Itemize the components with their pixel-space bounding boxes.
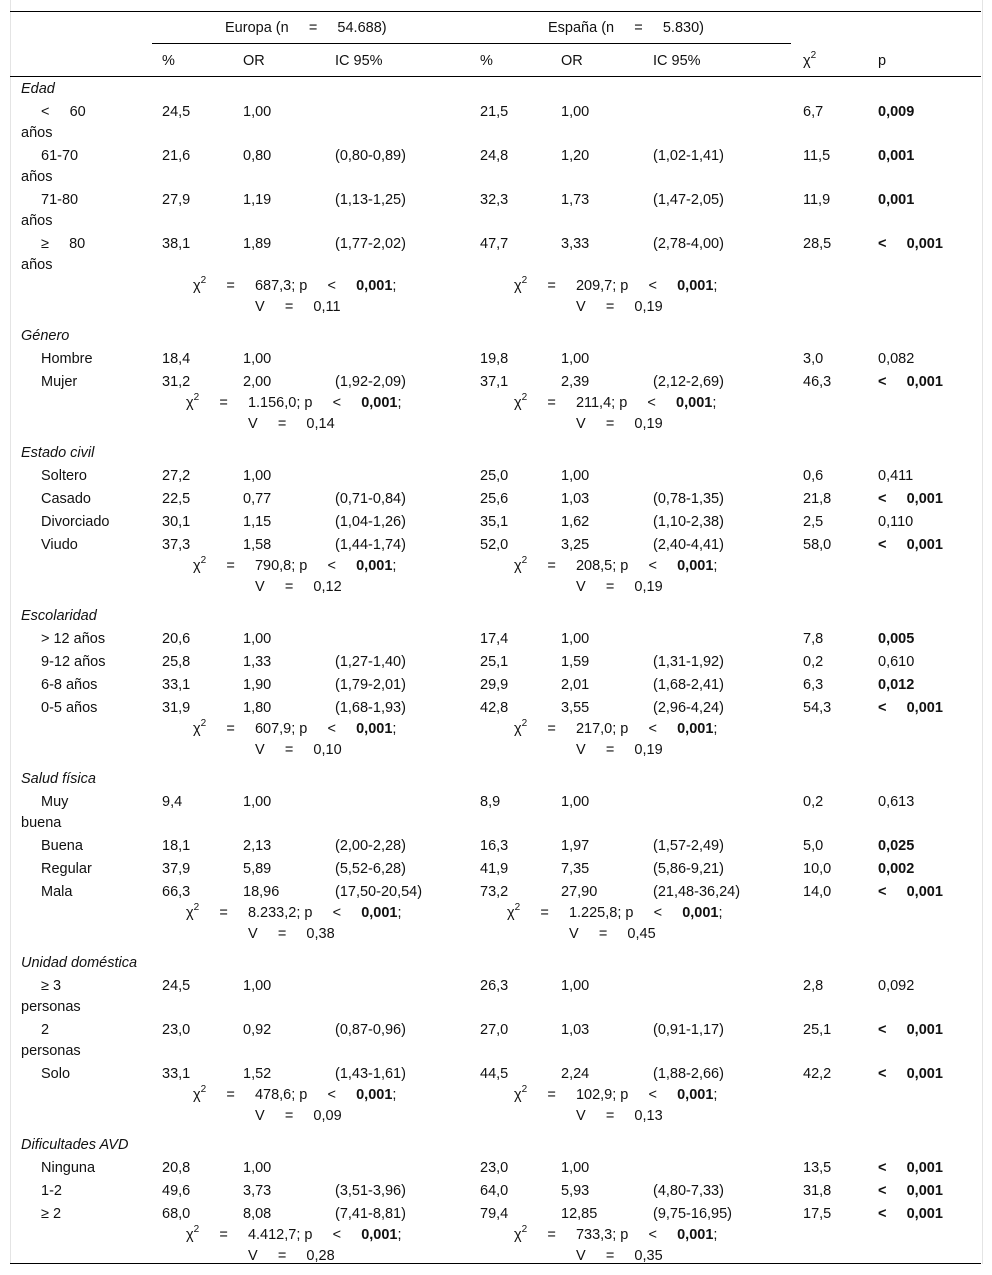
row-label: Solo [41, 1066, 71, 1082]
cell-eu-ic: (1,13-1,25) [335, 192, 406, 208]
cell-eu-or: 18,96 [243, 884, 280, 900]
cell-es-or: 3,55 [561, 700, 590, 716]
cell-p: < 0,001 [878, 1066, 943, 1082]
cell-es-ic: (2,12-2,69) [653, 374, 724, 390]
cell-chi2: 25,1 [803, 1022, 832, 1038]
cell-eu-pct: 49,6 [162, 1183, 191, 1199]
cell-es-pct: 26,3 [480, 978, 509, 994]
cell-eu-pct: 24,5 [162, 104, 191, 120]
cell-chi2: 21,8 [803, 491, 832, 507]
cell-eu-or: 2,13 [243, 838, 272, 854]
espana-group-header: España (n = 5.830) [548, 20, 704, 36]
section-title: Salud física [21, 771, 96, 787]
cell-es-pct: 52,0 [480, 537, 509, 553]
es-stat-summary: $\chi^2$ = 733,3; p < 0,001; [514, 1224, 718, 1243]
cell-chi2: 5,0 [803, 838, 824, 854]
cell-es-ic: (1,02-1,41) [653, 148, 724, 164]
cell-eu-ic: (2,00-2,28) [335, 838, 406, 854]
cell-eu-pct: 9,4 [162, 794, 183, 810]
cell-eu-pct: 31,2 [162, 374, 191, 390]
cell-es-or: 1,73 [561, 192, 590, 208]
cell-p: < 0,001 [878, 1022, 943, 1038]
col-header-es-or: OR [561, 53, 583, 69]
cell-eu-pct: 22,5 [162, 491, 191, 507]
chi-symbol: χ [186, 395, 194, 411]
cell-es-pct: 19,8 [480, 351, 509, 367]
cell-es-pct: 29,9 [480, 677, 509, 693]
cell-es-or: 1,00 [561, 1160, 590, 1176]
row-label: > 12 años [41, 631, 106, 647]
cell-es-pct: 25,0 [480, 468, 509, 484]
cell-eu-pct: 20,8 [162, 1160, 191, 1176]
cell-eu-ic: (1,79-2,01) [335, 677, 406, 693]
cell-p: 0,009 [878, 104, 915, 120]
cell-es-ic: (1,47-2,05) [653, 192, 724, 208]
cell-eu-or: 0,80 [243, 148, 272, 164]
cell-eu-pct: 20,6 [162, 631, 191, 647]
cell-eu-pct: 68,0 [162, 1206, 191, 1222]
cell-es-pct: 16,3 [480, 838, 509, 854]
cell-es-pct: 25,1 [480, 654, 509, 670]
eu-stat-summary: $\chi^2$ = 790,8; p < 0,001; [193, 555, 397, 574]
cell-eu-pct: 23,0 [162, 1022, 191, 1038]
eu-stat-summary-v: V = 0,38 [248, 926, 335, 942]
eu-stat-summary-v: V = 0,14 [248, 416, 335, 432]
cell-p: 0,610 [878, 654, 915, 670]
cell-chi2: 6,7 [803, 104, 824, 120]
es-stat-summary-v: V = 0,19 [576, 742, 663, 758]
cell-es-pct: 21,5 [480, 104, 509, 120]
cell-chi2: 58,0 [803, 537, 832, 553]
cell-eu-or: 5,89 [243, 861, 272, 877]
cell-eu-pct: 37,3 [162, 537, 191, 553]
cell-eu-or: 3,73 [243, 1183, 272, 1199]
row-label: 2 [41, 1022, 50, 1038]
cell-chi2: 13,5 [803, 1160, 832, 1176]
row-label: ≥ 80 [41, 236, 86, 252]
cell-chi2: 28,5 [803, 236, 832, 252]
cell-p: < 0,001 [878, 1183, 943, 1199]
europa-group-rule [152, 43, 791, 44]
cell-eu-or: 1,58 [243, 537, 272, 553]
es-stat-summary: $\chi^2$ = 1.225,8; p < 0,001; [507, 902, 723, 921]
cell-es-pct: 23,0 [480, 1160, 509, 1176]
cell-es-or: 3,33 [561, 236, 590, 252]
cell-chi2: 0,2 [803, 654, 824, 670]
cell-chi2: 3,0 [803, 351, 824, 367]
cell-es-or: 7,35 [561, 861, 590, 877]
eu-stat-summary: $\chi^2$ = 687,3; p < 0,001; [193, 275, 397, 294]
cell-es-or: 1,00 [561, 468, 590, 484]
cell-es-ic: (1,31-1,92) [653, 654, 724, 670]
cell-es-pct: 8,9 [480, 794, 501, 810]
col-header-p: p [878, 53, 887, 69]
cell-p: 0,025 [878, 838, 915, 854]
cell-eu-pct: 31,9 [162, 700, 191, 716]
eu-stat-summary: $\chi^2$ = 8.233,2; p < 0,001; [186, 902, 402, 921]
chi-symbol: χ [507, 905, 515, 921]
cell-es-pct: 27,0 [480, 1022, 509, 1038]
cell-eu-or: 1,00 [243, 104, 272, 120]
col-header-eu-pct: % [162, 53, 175, 69]
cell-p: < 0,001 [878, 537, 943, 553]
row-label: Ninguna [41, 1160, 96, 1176]
cell-p: 0,001 [878, 192, 915, 208]
cell-es-or: 2,24 [561, 1066, 590, 1082]
cell-p: 0,110 [878, 514, 914, 530]
row-label: Buena [41, 838, 83, 854]
eu-stat-summary-v: V = 0,09 [255, 1108, 342, 1124]
cell-es-or: 1,59 [561, 654, 590, 670]
cell-eu-or: 0,92 [243, 1022, 272, 1038]
es-stat-summary: $\chi^2$ = 209,7; p < 0,001; [514, 275, 718, 294]
cell-es-or: 1,00 [561, 978, 590, 994]
cell-es-pct: 24,8 [480, 148, 509, 164]
cell-eu-or: 1,00 [243, 631, 272, 647]
es-stat-summary: $\chi^2$ = 208,5; p < 0,001; [514, 555, 718, 574]
es-stat-summary-v: V = 0,19 [576, 416, 663, 432]
es-stat-summary: $\chi^2$ = 211,4; p < 0,001; [514, 392, 717, 411]
cell-es-ic: (0,78-1,35) [653, 491, 724, 507]
cell-es-ic: (9,75-16,95) [653, 1206, 732, 1222]
cell-es-ic: (1,57-2,49) [653, 838, 724, 854]
cell-eu-ic: (1,43-1,61) [335, 1066, 406, 1082]
cell-es-ic: (21,48-36,24) [653, 884, 741, 900]
chi-symbol: χ [186, 905, 194, 921]
cell-es-or: 1,00 [561, 631, 590, 647]
cell-es-or: 2,39 [561, 374, 590, 390]
cell-es-pct: 42,8 [480, 700, 509, 716]
row-label: 9-12 años [41, 654, 106, 670]
cell-chi2: 11,9 [803, 192, 831, 208]
row-label: 0-5 años [41, 700, 98, 716]
cell-es-pct: 79,4 [480, 1206, 509, 1222]
cell-chi2: 10,0 [803, 861, 832, 877]
cell-es-pct: 25,6 [480, 491, 509, 507]
cell-p: < 0,001 [878, 1206, 943, 1222]
cell-eu-ic: (0,87-0,96) [335, 1022, 406, 1038]
chi-symbol: χ [514, 721, 522, 737]
row-label: Casado [41, 491, 91, 507]
eu-stat-summary: $\chi^2$ = 478,6; p < 0,001; [193, 1084, 397, 1103]
header-bottom-rule [10, 76, 981, 77]
row-label: 1-2 [41, 1183, 62, 1199]
cell-es-or: 1,03 [561, 491, 590, 507]
cell-eu-or: 1,19 [243, 192, 272, 208]
section-title: Dificultades AVD [21, 1137, 129, 1153]
section-title: Edad [21, 81, 55, 97]
cell-p: < 0,001 [878, 1160, 943, 1176]
chi-symbol: χ [193, 558, 201, 574]
cell-chi2: 17,5 [803, 1206, 832, 1222]
cell-es-ic: (1,68-2,41) [653, 677, 724, 693]
es-stat-summary-v: V = 0,45 [569, 926, 656, 942]
section-title: Género [21, 328, 70, 344]
cell-es-ic: (1,10-2,38) [653, 514, 724, 530]
chi-symbol: χ [514, 558, 522, 574]
cell-chi2: 42,2 [803, 1066, 832, 1082]
cell-eu-ic: (17,50-20,54) [335, 884, 423, 900]
row-label: Regular [41, 861, 92, 877]
cell-es-pct: 17,4 [480, 631, 509, 647]
cell-eu-or: 1,52 [243, 1066, 272, 1082]
section-title: Unidad doméstica [21, 955, 138, 971]
cell-es-pct: 47,7 [480, 236, 509, 252]
cell-eu-pct: 33,1 [162, 1066, 191, 1082]
cell-es-pct: 73,2 [480, 884, 509, 900]
chi-symbol: χ [514, 1227, 522, 1243]
col-header-es-ic: IC 95% [653, 53, 701, 69]
cell-chi2: 46,3 [803, 374, 832, 390]
cell-eu-or: 8,08 [243, 1206, 272, 1222]
cell-eu-pct: 38,1 [162, 236, 191, 252]
es-stat-summary-v: V = 0,35 [576, 1248, 663, 1264]
cell-eu-ic: (5,52-6,28) [335, 861, 406, 877]
row-label-wrap: personas [21, 999, 81, 1015]
row-label: Muy [41, 794, 69, 810]
europa-group-header: Europa (n = 54.688) [225, 20, 387, 36]
cell-p: < 0,001 [878, 236, 943, 252]
cell-chi2: 7,8 [803, 631, 824, 647]
cell-eu-or: 1,00 [243, 794, 272, 810]
cell-eu-pct: 18,4 [162, 351, 191, 367]
cell-eu-ic: (1,77-2,02) [335, 236, 406, 252]
row-label-wrap: años [21, 213, 53, 229]
row-label: Mujer [41, 374, 78, 390]
es-stat-summary-v: V = 0,19 [576, 579, 663, 595]
cell-p: 0,005 [878, 631, 915, 647]
cell-chi2: 6,3 [803, 677, 824, 693]
cell-es-or: 3,25 [561, 537, 590, 553]
row-label: Soltero [41, 468, 87, 484]
cell-es-or: 27,90 [561, 884, 598, 900]
chi-symbol: χ [193, 1087, 201, 1103]
cell-chi2: 2,8 [803, 978, 824, 994]
cell-eu-or: 1,00 [243, 978, 272, 994]
row-label-wrap: personas [21, 1043, 81, 1059]
cell-eu-ic: (1,44-1,74) [335, 537, 406, 553]
row-label-wrap: buena [21, 815, 62, 831]
cell-p: < 0,001 [878, 700, 943, 716]
cell-es-or: 1,03 [561, 1022, 590, 1038]
cell-es-or: 12,85 [561, 1206, 598, 1222]
chi-symbol: χ [193, 721, 201, 737]
cell-chi2: 11,5 [803, 148, 831, 164]
eu-stat-summary: $\chi^2$ = 4.412,7; p < 0,001; [186, 1224, 402, 1243]
cell-eu-pct: 24,5 [162, 978, 191, 994]
cell-eu-pct: 27,2 [162, 468, 191, 484]
cell-eu-ic: (1,04-1,26) [335, 514, 406, 530]
cell-chi2: 31,8 [803, 1183, 832, 1199]
cell-p: 0,092 [878, 978, 915, 994]
cell-p: 0,001 [878, 148, 915, 164]
cell-eu-pct: 21,6 [162, 148, 191, 164]
chi-symbol: χ [193, 278, 201, 294]
cell-es-or: 1,00 [561, 794, 590, 810]
cell-es-pct: 37,1 [480, 374, 509, 390]
cell-es-ic: (1,88-2,66) [653, 1066, 724, 1082]
chi-symbol: χ [186, 1227, 194, 1243]
cell-chi2: 54,3 [803, 700, 832, 716]
cell-p: 0,012 [878, 677, 915, 693]
row-label-wrap: años [21, 125, 53, 141]
cell-chi2: 0,2 [803, 794, 824, 810]
row-label: Hombre [41, 351, 93, 367]
eu-stat-summary-v: V = 0,12 [255, 579, 342, 595]
cell-es-or: 1,97 [561, 838, 590, 854]
cell-eu-or: 1,00 [243, 468, 272, 484]
es-stat-summary: $\chi^2$ = 102,9; p < 0,001; [514, 1084, 718, 1103]
cell-es-ic: (5,86-9,21) [653, 861, 724, 877]
cell-es-ic: (2,40-4,41) [653, 537, 724, 553]
row-label: ≥ 3 [41, 978, 62, 994]
cell-es-ic: (0,91-1,17) [653, 1022, 724, 1038]
col-header-chi2: $\chi^2$ [803, 50, 817, 69]
eu-stat-summary: $\chi^2$ = 607,9; p < 0,001; [193, 718, 397, 737]
cell-eu-pct: 27,9 [162, 192, 191, 208]
cell-eu-pct: 37,9 [162, 861, 191, 877]
cell-p: < 0,001 [878, 491, 943, 507]
cell-eu-pct: 18,1 [162, 838, 191, 854]
table-top-rule [10, 11, 981, 12]
cell-p: < 0,001 [878, 884, 943, 900]
cell-p: 0,613 [878, 794, 915, 810]
cell-eu-ic: (1,68-1,93) [335, 700, 406, 716]
row-label: 6-8 años [41, 677, 98, 693]
cell-chi2: 2,5 [803, 514, 824, 530]
cell-es-pct: 44,5 [480, 1066, 509, 1082]
cell-eu-ic: (7,41-8,81) [335, 1206, 406, 1222]
cell-eu-or: 0,77 [243, 491, 272, 507]
col-header-es-pct: % [480, 53, 493, 69]
chi-symbol: χ [514, 278, 522, 294]
table-bottom-rule [10, 1263, 981, 1264]
row-label: < 60 [41, 104, 86, 120]
cell-chi2: 0,6 [803, 468, 824, 484]
cell-es-ic: (2,78-4,00) [653, 236, 724, 252]
cell-es-ic: (4,80-7,33) [653, 1183, 724, 1199]
chi-symbol: χ [514, 395, 522, 411]
row-label: Divorciado [41, 514, 110, 530]
cell-es-or: 2,01 [561, 677, 590, 693]
es-stat-summary-v: V = 0,13 [576, 1108, 663, 1124]
col-header-eu-ic: IC 95% [335, 53, 383, 69]
row-label: Viudo [41, 537, 78, 553]
cell-es-or: 1,00 [561, 104, 590, 120]
row-label-wrap: años [21, 257, 53, 273]
cell-eu-pct: 30,1 [162, 514, 191, 530]
cell-es-pct: 41,9 [480, 861, 509, 877]
cell-eu-or: 1,90 [243, 677, 272, 693]
cell-eu-or: 1,33 [243, 654, 272, 670]
section-title: Estado civil [21, 445, 95, 461]
cell-eu-or: 1,89 [243, 236, 272, 252]
cell-p: 0,411 [878, 468, 914, 484]
cell-es-pct: 64,0 [480, 1183, 509, 1199]
cell-eu-or: 2,00 [243, 374, 272, 390]
es-stat-summary: $\chi^2$ = 217,0; p < 0,001; [514, 718, 718, 737]
cell-eu-ic: (1,27-1,40) [335, 654, 406, 670]
row-label: 71-80 [41, 192, 79, 208]
row-label: ≥ 2 [41, 1206, 62, 1222]
cell-eu-ic: (3,51-3,96) [335, 1183, 406, 1199]
cell-eu-or: 1,80 [243, 700, 272, 716]
cell-es-or: 1,00 [561, 351, 590, 367]
row-label: 61-70 [41, 148, 79, 164]
cell-es-pct: 35,1 [480, 514, 509, 530]
row-label-wrap: años [21, 169, 53, 185]
es-stat-summary-v: V = 0,19 [576, 299, 663, 315]
col-header-eu-or: OR [243, 53, 265, 69]
eu-stat-summary-v: V = 0,11 [255, 299, 341, 315]
cell-es-or: 5,93 [561, 1183, 590, 1199]
cell-eu-pct: 25,8 [162, 654, 191, 670]
cell-eu-ic: (0,80-0,89) [335, 148, 406, 164]
cell-chi2: 14,0 [803, 884, 832, 900]
cell-es-or: 1,20 [561, 148, 590, 164]
cell-eu-or: 1,15 [243, 514, 272, 530]
cell-p: 0,002 [878, 861, 915, 877]
section-title: Escolaridad [21, 608, 97, 624]
cell-eu-ic: (1,92-2,09) [335, 374, 406, 390]
cell-eu-ic: (0,71-0,84) [335, 491, 406, 507]
row-label: Mala [41, 884, 73, 900]
cell-eu-pct: 33,1 [162, 677, 191, 693]
cell-eu-or: 1,00 [243, 1160, 272, 1176]
chi-symbol: χ [514, 1087, 522, 1103]
cell-es-ic: (2,96-4,24) [653, 700, 724, 716]
cell-eu-or: 1,00 [243, 351, 272, 367]
cell-es-or: 1,62 [561, 514, 590, 530]
cell-eu-pct: 66,3 [162, 884, 191, 900]
cell-es-pct: 32,3 [480, 192, 509, 208]
eu-stat-summary: $\chi^2$ = 1.156,0; p < 0,001; [186, 392, 402, 411]
eu-stat-summary-v: V = 0,28 [248, 1248, 335, 1264]
cell-p: 0,082 [878, 351, 915, 367]
eu-stat-summary-v: V = 0,10 [255, 742, 342, 758]
cell-p: < 0,001 [878, 374, 943, 390]
